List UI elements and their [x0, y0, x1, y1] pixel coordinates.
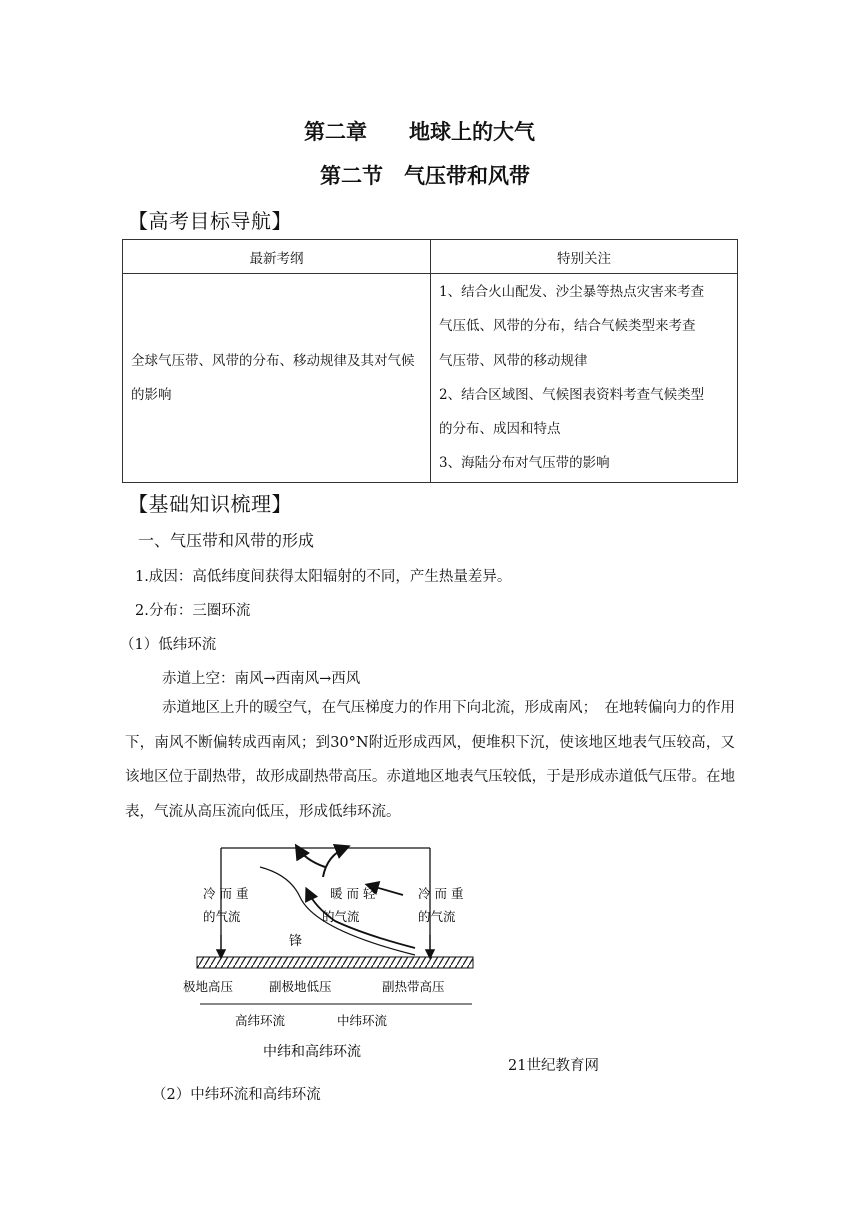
chapter-title: 第二章 地球上的大气 [304, 120, 535, 144]
table-cell-focus [431, 274, 738, 483]
focus-line: 3、海陆分布对气压带的影响 [439, 455, 610, 472]
table-cell-outline: 全球气压带、风带的分布、移动规律及其对气候的影响 [123, 274, 431, 483]
label-cold-air-left-1: 冷 而 重 [203, 886, 249, 901]
rising-arrow-1 [297, 847, 325, 867]
ground-hatch [197, 957, 473, 968]
circulation-diagram [175, 835, 475, 1065]
label-polar-high: 极地高压 [183, 979, 234, 994]
equator-upper-air: 赤道上空：南风→西南风→西风 [162, 671, 361, 687]
label-subpolar-low: 副极地低压 [269, 979, 332, 994]
item-mid-high-latitude: （2）中纬环流和高纬环流 [152, 1087, 321, 1103]
focus-line: 气压带、风带的移动规律 [439, 352, 588, 369]
rising-arrow-2 [323, 847, 347, 877]
label-high-cell: 高纬环流 [235, 1013, 286, 1028]
label-mid-cell: 中纬环流 [337, 1013, 388, 1028]
item-cause: 1.成因：高低纬度间获得太阳辐射的不同，产生热量差异。 [135, 569, 512, 585]
part1-title: 一、气压带和风带的形成 [138, 531, 315, 550]
section-title: 第二节 气压带和风带 [320, 164, 530, 188]
heading-basics: 【基础知识梳理】 [128, 492, 292, 516]
watermark-text: 21世纪教育网 [508, 1058, 599, 1074]
focus-line: 2、结合区域图、气候图表资料考查气候类型 [439, 386, 705, 403]
heading-exam-targets: 【高考目标导航】 [128, 209, 292, 233]
label-subtropical-high: 副热带高压 [382, 979, 445, 994]
item-distribution: 2.分布：三圈环流 [135, 603, 251, 619]
focus-line: 1、结合火山配发、沙尘暴等热点灾害来考查 [439, 284, 705, 300]
label-front: 锋 [289, 934, 303, 949]
label-cold-air-right-2: 的气流 [418, 909, 456, 924]
exam-outline-table [122, 239, 738, 483]
diagram-caption: 中纬和高纬环流 [263, 1044, 361, 1060]
label-cold-air-right-1: 冷 而 重 [418, 886, 464, 901]
low-latitude-paragraph: 赤道地区上升的暖空气，在气压梯度力的作用下向北流，形成南风； 在地转偏向力的作用下，南风不断偏转成西南风；到30°N附近形成西风，便堆积下沉，使该地区地表气压较高，又该地区位于副热带，故形成副热带高压。赤道地区地表气压较低，于是形成赤道低气压带。在地表，气流从高压流向低压，形成低纬环流。 [125, 700, 735, 820]
item-low-latitude: （1）低纬环流 [120, 637, 217, 653]
circulation-frame [221, 848, 430, 955]
table-header-outline: 最新考纲 [123, 240, 431, 274]
label-warm-air-2: 的气流 [322, 909, 360, 924]
focus-line: 的分布、成因和特点 [439, 421, 561, 438]
label-warm-air-1: 暖 而 轻 [330, 886, 376, 901]
focus-line: 气压低、风带的分布，结合气候类型来考查 [439, 318, 696, 335]
label-cold-air-left-2: 的气流 [203, 909, 241, 924]
table-header-focus: 特别关注 [431, 240, 738, 274]
